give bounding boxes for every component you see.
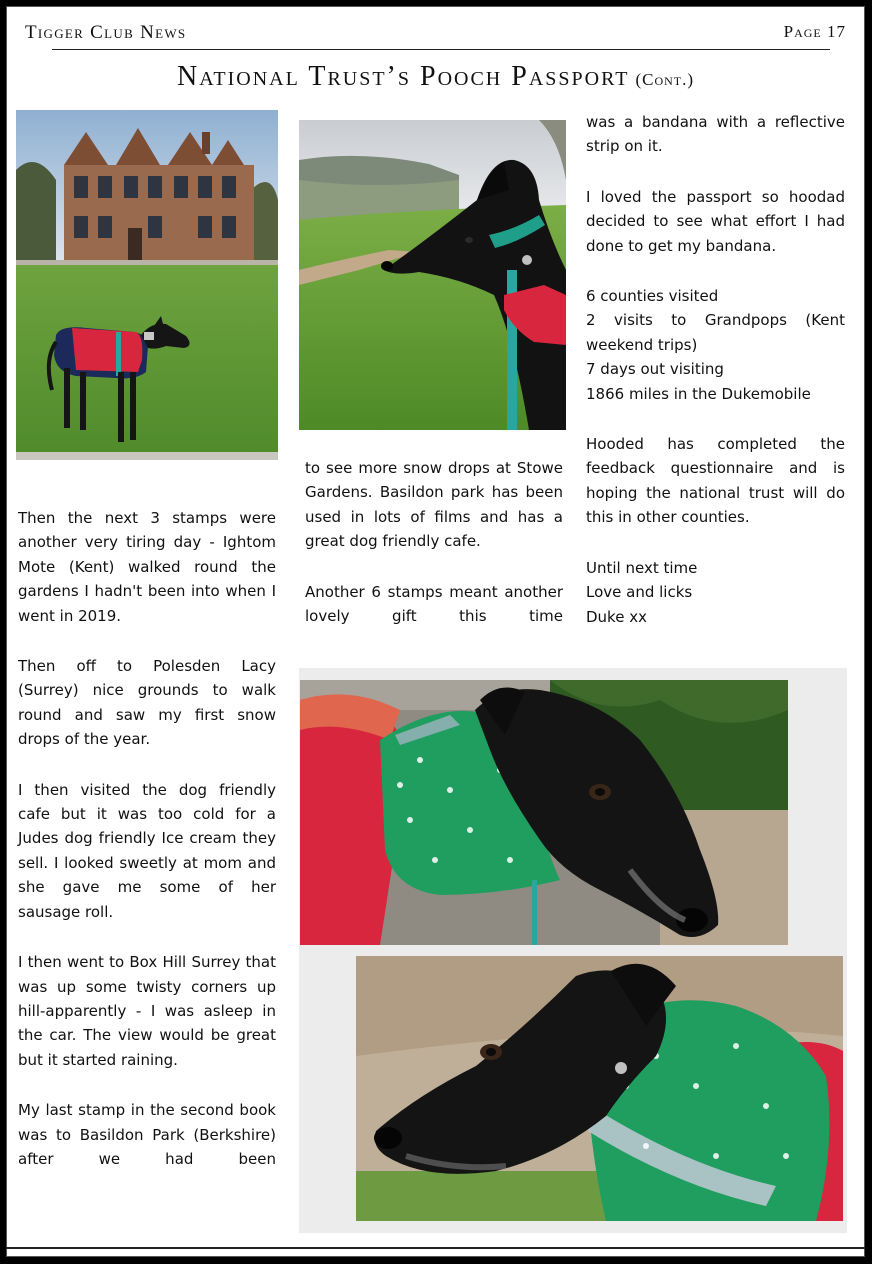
col1-paragraph-3: I then visited the dog friendly cafe but it was too cold for a Judes dog friendly Ice cream they sell. I looked sweetly at mom and she gave me some of her sausage roll. xyxy=(18,780,276,921)
article-title-suffix: (Cont.) xyxy=(635,70,695,89)
col2-paragraph-1: to see more snow drops at Stowe Gardens. Basildon park has been used in lots of films and has a great dog friendly cafe. xyxy=(305,459,563,551)
article-title xyxy=(6,61,865,93)
photo-dog-green-bandana-left xyxy=(356,956,843,1221)
newsletter-name: Tigger Club News xyxy=(25,22,187,43)
col1-paragraph-4: I then went to Box Hill Surrey that was up some twisty corners up hill-apparently - I was asleep in the car. The view would be great but it started raining. xyxy=(18,953,276,1069)
text-column-2 xyxy=(305,456,563,628)
col1-paragraph-2: Then off to Polesden Lacy (Surrey) nice grounds to walk round and saw my first snow drops of the year. xyxy=(18,657,276,749)
newsletter-page xyxy=(6,6,865,1257)
signoff-line-3: Duke xx xyxy=(586,607,647,626)
stat-counties: 6 counties visited xyxy=(586,287,719,306)
text-column-3 xyxy=(586,110,845,629)
stat-miles: 1866 miles in the Dukemobile xyxy=(586,384,811,403)
signoff-line-2: Love and licks xyxy=(586,583,693,602)
photo-dog-green-bandana-right xyxy=(300,680,788,945)
header-rule xyxy=(52,49,830,50)
col2-paragraph-2: Another 6 stamps meant another lovely gift this time xyxy=(305,582,563,626)
page-number: Page 17 xyxy=(783,22,846,41)
stat-days-out: 7 days out visiting xyxy=(586,360,724,379)
col3-stats xyxy=(586,284,845,406)
col1-paragraph-1: Then the next 3 stamps were another very tiring day - Ightom Mote (Kent) walked round the gardens I hadn't been into when I went in 2019. xyxy=(18,509,276,625)
footer-rule xyxy=(6,1247,865,1249)
signoff-line-1: Until next time xyxy=(586,558,698,577)
col1-paragraph-5: My last stamp in the second book was to Basildon Park (Berkshire) after we had been xyxy=(18,1101,276,1168)
text-column-1 xyxy=(18,506,276,1171)
photo-manor-house-dog xyxy=(16,110,278,460)
col3-signoff xyxy=(586,556,845,629)
stat-grandpops: 2 visits to Grandpops (Kent weekend trips) xyxy=(586,311,845,354)
photo-dog-on-hill xyxy=(299,120,566,430)
col3-paragraph-2: I loved the passport so hoodad decided to see what effort I had done to get my bandana. xyxy=(586,187,845,255)
article-title-text: National Trust’s Pooch Passport xyxy=(176,61,630,92)
col3-paragraph-3: Hooded has completed the feedback questionnaire and is hoping the national trust will do this in other counties. xyxy=(586,435,845,527)
col3-paragraph-1: was a bandana with a reflective strip on it. xyxy=(586,113,845,156)
